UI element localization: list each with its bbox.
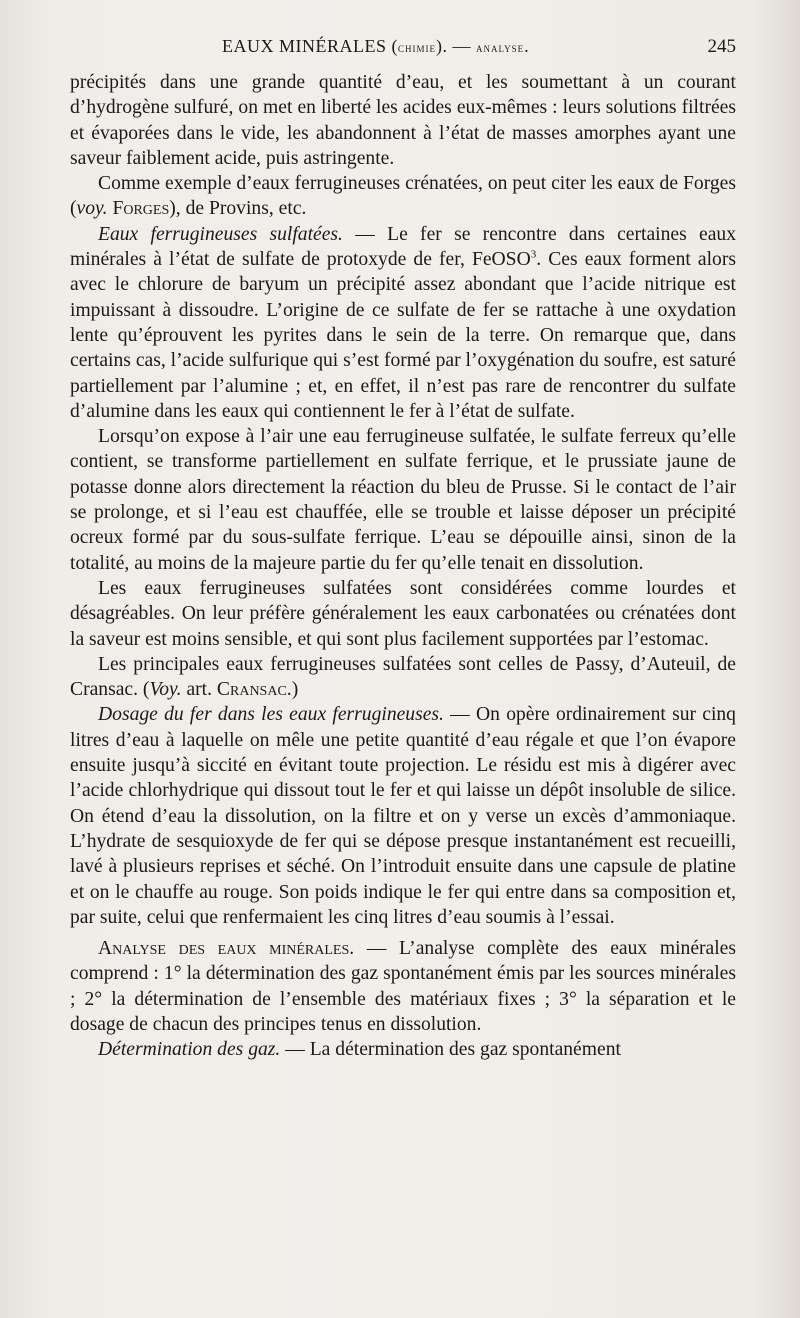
- paragraph-forges-example: Comme exemple d’eaux ferrugineuses crénatées, on peut citer les eaux de Forges (voy. Forges), de Provins, etc.: [70, 173, 736, 220]
- paragraph-iron-dosage: Dosage du fer dans les eaux ferrugineuses. — On opère ordinairement sur cinq litres d’eau à laquelle on mêle une petite quantité d’eau régale et que l’on évapore ensuite jusqu’à siccité en évitant toute projection. Le résidu est mis à digérer avec l’acide chlorhydrique qui dissout tout le fer et qui laisse un dépôt insoluble de silice. On étend d’eau la dissolution, on la filtre et on y verse un excès d’ammoniaque. L’hydrate de sesquioxyde de fer qui se dépose presque instantanément est recueilli, lavé à plusieurs reprises et séché. On l’introduit ensuite dans une capsule de platine et on le chauffe au rouge. Son poids indique le fer qui entre dans sa composition et, par suite, celui que renfermaient les cinq litres d’eau soumis à l’essai.: [70, 704, 736, 928]
- running-header: [70, 34, 736, 62]
- section-heading: Analyse des eaux minérales.: [98, 938, 355, 960]
- paragraph-gas-determination: Détermination des gaz. — La détermination des gaz spontanément: [98, 1039, 621, 1061]
- paragraph-heavy-waters: Les eaux ferrugineuses sulfatées sont considérées comme lourdes et désagréables. On leur préfère généralement les eaux carbonatées ou crénatées dont la saveur est moins sensible, et qui sont plus facilement supportées par l’estomac.: [70, 577, 736, 650]
- section-heading: Dosage du fer dans les eaux ferrugineuses.: [98, 704, 444, 726]
- running-title: EAUX MINÉRALES (chimie). — analyse.: [222, 36, 530, 56]
- paragraph-air-exposure: Lorsqu’on expose à l’air une eau ferrugineuse sulfatée, le sulfate ferreux qu’elle contient, se transforme partiellement en sulfate ferrique, et le prussiate jaune de potasse donne alors directement la réaction du bleu de Prusse. Si le contact de l’air se prolonge, et si l’eau est chauffée, elle se trouble et laisse déposer un précipité ocreux formé par du sous-sulfate ferrique. L’eau se dépouille ainsi, sinon de la totalité, au moins de la majeure partie du fer qu’elle tenait en dissolution.: [70, 426, 736, 574]
- page-number: 245: [707, 36, 736, 57]
- section-heading: Eaux ferrugineuses sulfatées.: [98, 223, 343, 245]
- paragraph-sulfated-waters: Eaux ferrugineuses sulfatées. — Le fer se rencontre dans certaines eaux minérales à l’état de sulfate de protoxyde de fer, FeOSO$^3$. Ces eaux forment alors avec le chlorure de baryum un précipité assez abondant que l’acide nitrique est impuissant à dissoudre. L’origine de ce sulfate de fer se rattache à une oxydation lente qu’éprouvent les pyrites dans le sein de la terre. On remarque que, dans certains cas, l’acide sulfurique qui s’est formé par l’oxygénation du soufre, est saturé partiellement par l’alumine ; et, en effet, il n’est pas rare de rencontrer du sulfate d’alumine dans les eaux qui contiennent le fer à l’état de sulfate.: [70, 223, 736, 422]
- paragraph-analysis: Analyse des eaux minérales. — L’analyse complète des eaux minérales comprend : 1° la détermination des gaz spontanément émis par les sources minérales ; 2° la détermination de l’ensemble des matériaux fixes ; 3° la séparation et le dosage de chacun des principes tenus en dissolution.: [70, 938, 736, 1035]
- body-text: [70, 70, 736, 1063]
- section-heading: Détermination des gaz.: [98, 1039, 281, 1061]
- paragraph-principal-waters: Les principales eaux ferrugineuses sulfatées sont celles de Passy, d’Auteuil, de Cransac. (Voy. art. Cransac.): [70, 653, 736, 701]
- paragraph-continued: précipités dans une grande quantité d’eau, et les soumettant à un courant d’hydrogène sulfuré, on met en liberté les acides eux-mêmes : leurs solutions filtrées et évaporées dans le vide, les abandonnent à l’état de masses amorphes ayant une saveur faiblement acide, puis astringente.: [70, 72, 736, 169]
